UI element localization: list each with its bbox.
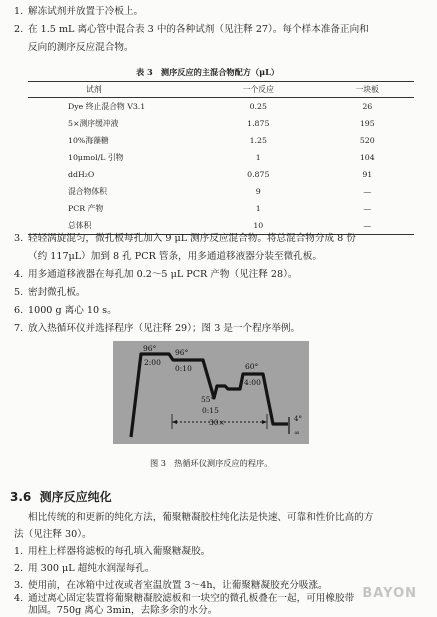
- figure-label-time-4: 4:00: [244, 378, 261, 387]
- recipe-table: [28, 81, 414, 235]
- table-cell: 10%海藻糖: [68, 136, 109, 145]
- table-cell: 10: [196, 217, 321, 235]
- table-caption: 表 3 测序反应的主混合物配方（μL）: [136, 67, 280, 77]
- table-cell: ddH₂O: [68, 170, 95, 179]
- section-title: 测序反应纯化: [39, 490, 112, 504]
- table-row: [28, 200, 414, 217]
- table-cell: 混合物体积: [68, 187, 107, 196]
- purify-step-3: 3. 使用前，在冰箱中过夜或者室温放置 3～4h，让葡聚糖凝胶充分吸涨。: [14, 580, 328, 591]
- table-cell: 1: [255, 153, 261, 162]
- table-row: [28, 166, 414, 183]
- table-cell: 5×测序缓冲液: [68, 119, 119, 128]
- table-cell: 195: [359, 119, 375, 128]
- step-3-continued: （约 117μL）加到 8 孔 PCR 管条，用多通道移液器分装至微孔板。: [28, 251, 322, 262]
- table-row: [28, 115, 414, 132]
- table-cell: 91: [362, 170, 373, 179]
- table-cell: 总体积: [28, 217, 196, 235]
- table-cell: 9: [255, 187, 261, 196]
- step-2: 2. 在 1.5 mL 离心管中混合表 3 中的各种试剂（见注释 27）。每个样本准备正向和: [14, 24, 369, 35]
- section-heading: [10, 488, 112, 505]
- paragraph-line: 法（见注释 30）。: [14, 529, 92, 540]
- table-header: 一个反应: [196, 82, 321, 98]
- step-3: 3. 轻轻涡旋混匀，微孔板每孔加入 9 μL 测序反应混合物。将总混合物分成 8 份: [14, 233, 356, 244]
- table-cell: 1: [255, 204, 261, 213]
- figure-label-time-3: 0:15: [202, 406, 219, 415]
- table-cell: 520: [359, 136, 375, 145]
- purify-step-2: 2. 用 300 μL 超纯水润湿每孔。: [14, 563, 155, 574]
- table-cell: 1.25: [249, 136, 267, 145]
- step-4: 4. 用多通道移液器在每孔加 0.2～5 μL PCR 产物（见注释 28）。: [14, 269, 298, 280]
- table-cell: —: [363, 204, 372, 213]
- step-5: 5. 密封微孔板。: [14, 287, 86, 298]
- figure-label-temp-4: 60°: [245, 362, 259, 371]
- table-row: [28, 183, 414, 200]
- watermark: BAYON: [362, 586, 417, 601]
- figure-label-temp-1: 96°: [143, 344, 157, 353]
- section-number: 3.6: [10, 490, 32, 504]
- table-cell: PCR 产物: [68, 204, 104, 213]
- figure-caption: 图 3 热循环仪测序反应的程序。: [150, 458, 273, 468]
- table-row: [28, 217, 414, 235]
- figure-label-time-1: 2:00: [144, 358, 161, 367]
- table-header-row: [28, 82, 414, 98]
- figure-label-temp-2: 96°: [175, 348, 189, 357]
- purify-step-1: 1. 用柱上样器将滤板的每孔填入葡聚糖凝胶。: [14, 546, 211, 557]
- step-7: 7. 放入热循环仪并选择程序（见注释 29）；图 3 是一个程序举例。: [14, 323, 301, 334]
- table-header: 试剂: [28, 82, 196, 98]
- figure-label-time-2: 0:10: [175, 364, 192, 373]
- table-cell: —: [363, 187, 372, 196]
- table-cell: Dye 终止混合物 V3.1: [68, 102, 146, 111]
- figure-label-cycles: 30×: [209, 418, 225, 427]
- table-cell: 104: [359, 153, 375, 162]
- table-cell: 0.25: [249, 102, 267, 111]
- table-row: [28, 132, 414, 149]
- table-cell: 10μmol/L 引物: [68, 153, 124, 162]
- figure-label-temp-3: 55°: [201, 395, 215, 404]
- table-row: [28, 98, 414, 116]
- table-cell: 26: [362, 102, 373, 111]
- table-cell: —: [321, 217, 414, 235]
- paragraph-line: 相比传统的和更新的纯化方法，葡聚糖凝胶柱纯化法是快速、可靠和性价比高的方: [28, 512, 374, 523]
- table-cell: 1.875: [247, 119, 270, 128]
- table-row: [28, 149, 414, 166]
- step-2-continued: 反向的测序反应混合物。: [28, 42, 134, 53]
- table-header: 一块板: [321, 82, 414, 98]
- thermal-profile-graphic: [113, 341, 309, 444]
- figure-label-temp-5: 4°: [294, 415, 302, 423]
- table-cell: 0.875: [247, 170, 270, 179]
- purify-step-4: 4. 通过离心固定装置将葡聚糖凝胶滤板和一块空的微孔板叠在一起，可用橡胶带: [14, 593, 355, 604]
- figure-label-time-5: ∞: [294, 429, 300, 437]
- thermal-cycle-figure: [113, 341, 309, 444]
- step-6: 6. 1000 g 离心 10 s。: [14, 305, 117, 316]
- purify-step-4-continued: 加固。750g 离心 3min，去除多余的水分。: [28, 605, 218, 616]
- step-1: 1. 解冻试剂并放置于冷板上。: [14, 6, 144, 17]
